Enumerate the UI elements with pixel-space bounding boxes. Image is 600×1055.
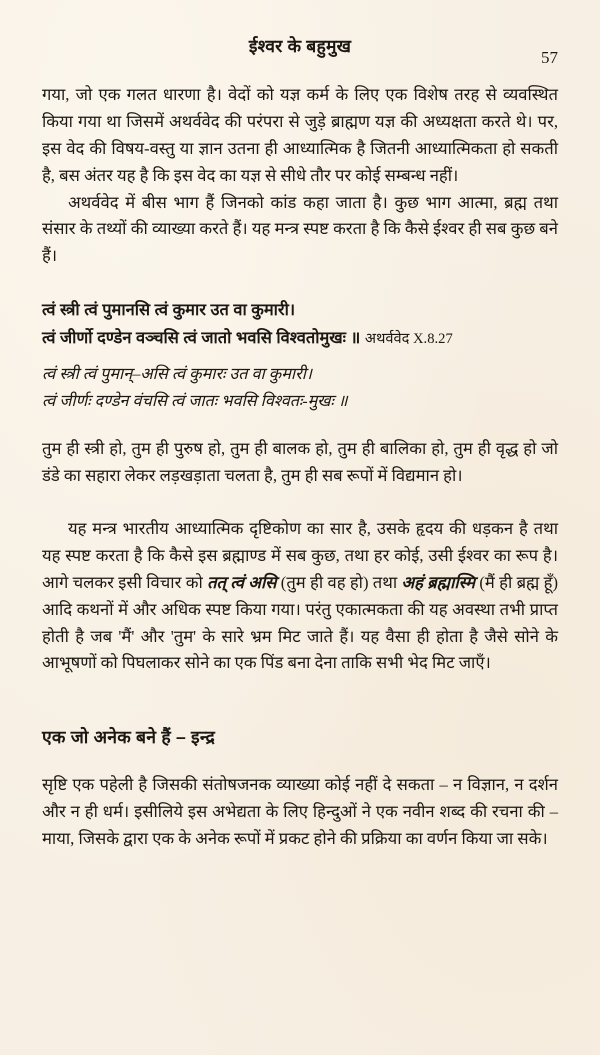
paragraph-1: गया, जो एक गलत धारणा है। वेदों को यज्ञ कर्म के लिए एक विशेष तरह से व्यवस्थित किया गया था जिसमें अथर्ववेद की परंपरा से जुड़े ब्राह्मण यज्ञ की अध्यक्षता करते थे। पर, इस वेद की विषय-वस्तु या ज्ञान उतना ही आध्यात्मिक है जितनी आध्यात्मिकता हो सकती है, बस अंतर यह है कि इस वेद का यज्ञ से सीधे तौर पर कोई सम्बन्ध नहीं।	[42, 85, 558, 185]
paragraph-3-part-1: यह मन्त्र भारतीय आध्यात्मिक दृष्टिकोण का सार है, उसके हृदय की धड़कन है तथा यह स्पष्ट करता है कि कैसे इस ब्रह्माण्ड में सब कुछ, तथा हर कोई, उसी ईश्वर का रूप है। आगे चलकर इसी विचार को	[42, 519, 558, 592]
sanskrit-verse	[42, 296, 558, 352]
page-number: 57	[541, 48, 558, 67]
paragraph-3-part-2: (तुम ही वह हो) तथा	[276, 572, 402, 592]
paragraph-4: सृष्टि एक पहेली है जिसकी संतोषजनक व्याख्या कोई नहीं दे सकता – न विज्ञान, न दर्शन और न ही धर्म। इसीलिये इस अभेद्यता के लिए हिन्दुओं ने एक नवीन शब्द की रचना की – माया, जिसके द्वारा एक के अनेक रूपों में प्रकट होने की प्रक्रिया का वर्णन किया जा सके।	[42, 774, 558, 848]
paragraph-3	[42, 516, 558, 677]
verse-line-2: त्वं जीर्णो दण्डेन वञ्चसि त्वं जातो भवसि विश्वतोमुखः ॥	[42, 329, 361, 348]
verse-split-line-1: त्वं स्त्री त्वं पुमान्–असि त्वं कुमारः उत वा कुमारी।	[42, 364, 313, 383]
verse-translation: तुम ही स्त्री हो, तुम ही पुरुष हो, तुम ही बालक हो, तुम ही बालिका हो, तुम ही वृद्ध हो जो डंडे का सहारा लेकर लड़खड़ाता चलता है, तुम ही सब रूपों में विद्यमान हो।	[42, 439, 558, 486]
sanskrit-verse-padaccheda	[42, 361, 558, 417]
verse-line-2-wrap	[42, 324, 558, 352]
paragraph-3-quote-1: तत् त्वं असि	[207, 572, 277, 592]
verse-split-line-2: त्वं जीर्णः दण्डेन वंचसि त्वं जातः भवसि विश्वतः-मुखः ॥	[42, 392, 348, 411]
verse-line-1: त्वं स्त्री त्वं पुमानसि त्वं कुमार उत वा कुमारी।	[42, 301, 296, 320]
page-content	[42, 82, 558, 852]
verse-citation: अथर्ववेद X.8.27	[364, 331, 453, 348]
running-head-title: ईश्वर के बहुमुख	[248, 36, 352, 56]
paragraph-3-quote-2: अहं ब्रह्मास्मि	[401, 572, 476, 592]
paragraph-2: अथर्ववेद में बीस भाग हैं जिनको कांड कहा जाता है। कुछ भाग आत्मा, ब्रह्म तथा संसार के तथ्यों की व्याख्या करते हैं। यह मन्त्र स्पष्ट करता है कि कैसे ईश्वर ही सब कुछ बने हैं।	[42, 192, 558, 266]
page-header	[42, 34, 558, 68]
paragraph-3-part-3: (मैं ही ब्रह्म हूँ) आदि कथनों में और अधिक स्पष्ट किया गया। परंतु एकात्मकता की यह अवस्था तभी प्राप्त होती है जब 'मैं' और 'तुम' के सारे भ्रम मिट जाते हैं। यह वैसा ही होता है जैसे सोने के आभूषणों को पिघलाकर सोने का एक पिंड बना देना ताकि सभी भेद मिट जाएँ।	[42, 572, 559, 673]
section-heading: एक जो अनेक बने हैं – इन्द्र	[42, 727, 216, 748]
